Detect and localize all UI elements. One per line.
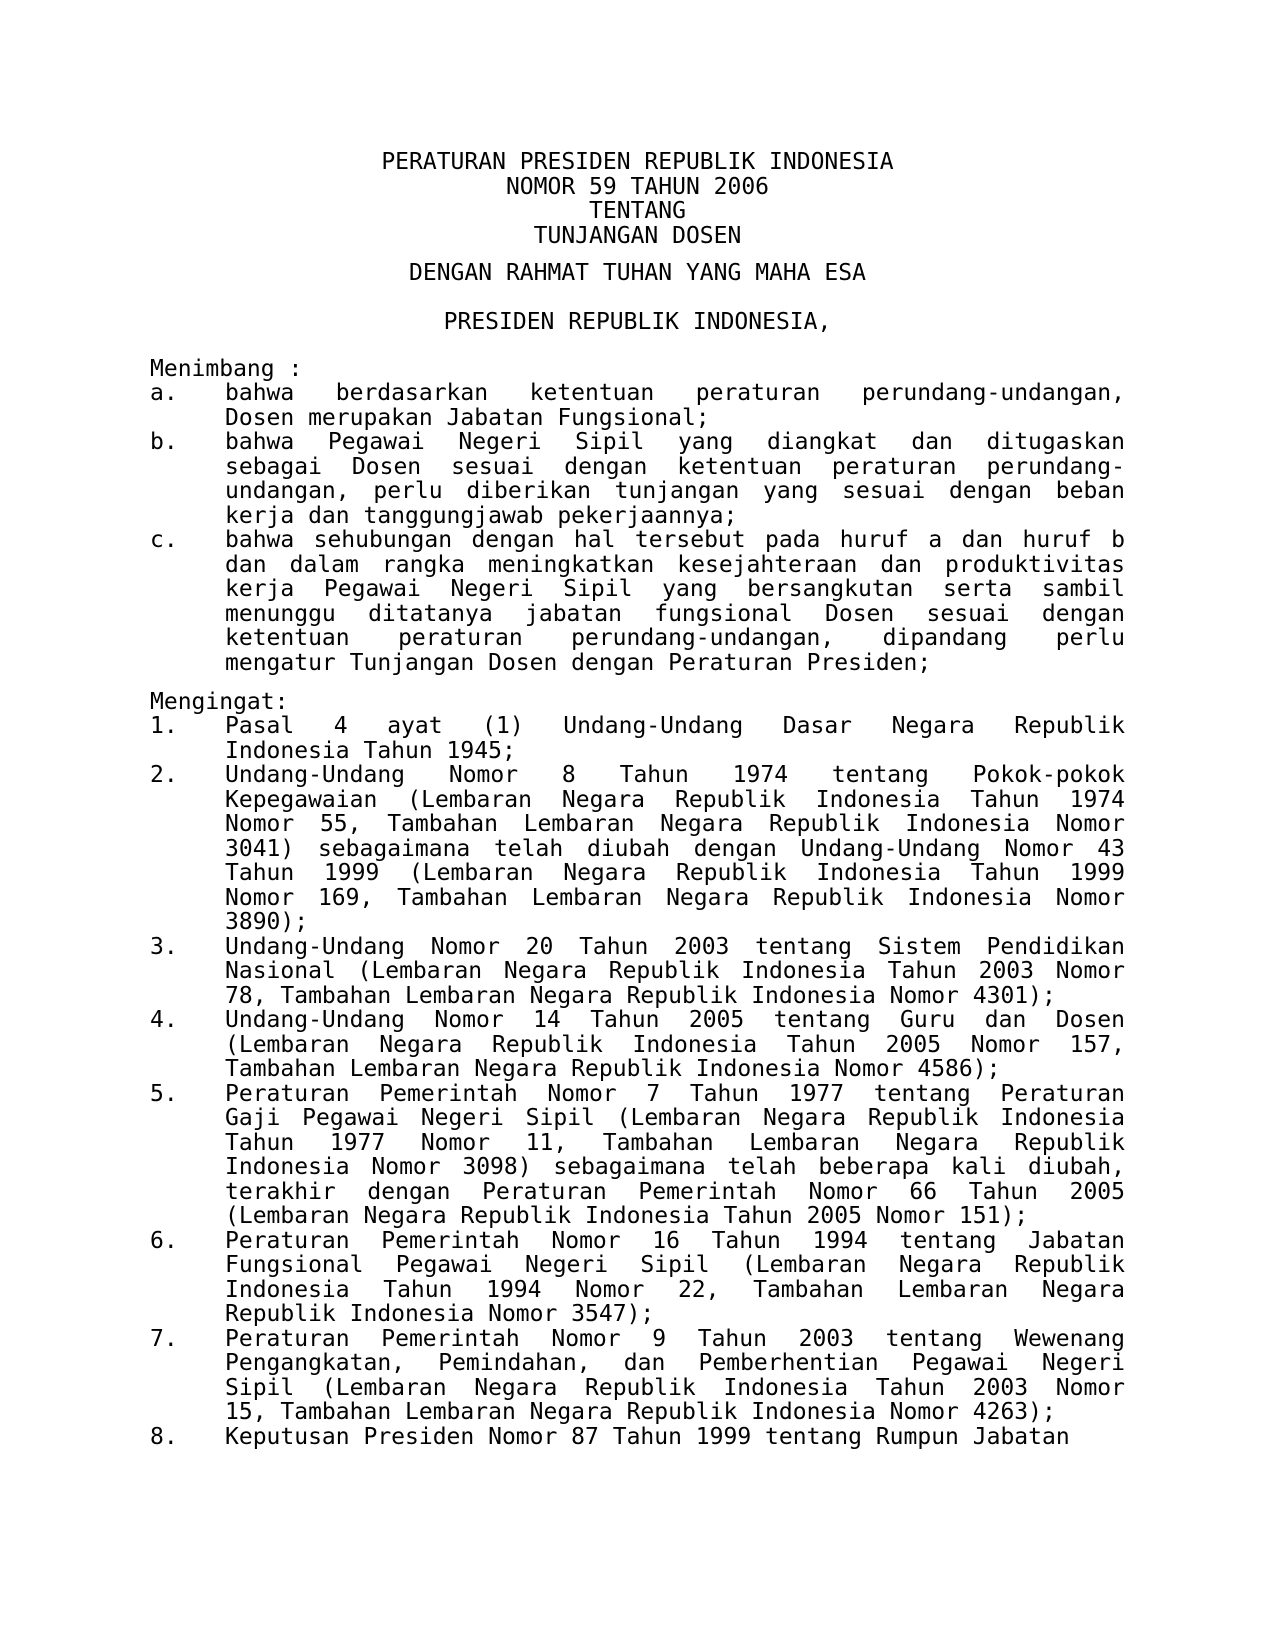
mengingat-item — [150, 1229, 1125, 1327]
menimbang-item — [150, 381, 1125, 430]
title-subject: TUNJANGAN DOSEN — [533, 222, 742, 249]
mengingat-item — [150, 714, 1125, 763]
text-line: bahwa Pegawai Negeri Sipil yang diangkat dan ditugaskan — [225, 430, 1125, 455]
text-line: 3890); — [225, 910, 309, 935]
mengingat-item — [150, 1327, 1125, 1425]
title-regulation: PERATURAN PRESIDEN REPUBLIK INDONESIA — [381, 149, 894, 175]
title-about: TENTANG — [589, 198, 686, 224]
menimbang-item-marker: a. — [150, 380, 178, 406]
text-line: Undang-Undang Nomor 20 Tahun 2003 tentang Sistem Pendidikan — [225, 934, 1125, 959]
text-line: (Lembaran Negara Republik Indonesia Tahun 2005 Nomor 151); — [225, 1204, 1029, 1229]
mengingat-list — [150, 714, 1125, 1449]
menimbang-item — [150, 430, 1125, 528]
mengingat-item-text — [225, 763, 1125, 935]
text-line: bahwa sehubungan dengan hal tersebut pada huruf a dan huruf b — [225, 528, 1125, 553]
mengingat-item-marker: 3. — [150, 933, 178, 960]
text-line: Tahun 1977 Nomor 11, Tambahan Lembaran Negara Republik — [225, 1130, 1125, 1155]
menimbang-item-marker: c. — [150, 527, 178, 553]
text-line: kerja Pegawai Negeri Sipil yang bersangkutan serta sambil — [225, 577, 1125, 602]
mengingat-item-text — [225, 714, 1125, 763]
text-line: Fungsional Pegawai Negeri Sipil (Lembaran Negara Republik — [225, 1253, 1125, 1278]
text-line: 15, Tambahan Lembaran Negara Republik Indonesia Nomor 4263); — [225, 1400, 1056, 1425]
text-line: 78, Tambahan Lembaran Negara Republik Indonesia Nomor 4301); — [225, 983, 1056, 1008]
text-line: ketentuan peraturan perundang-undangan, dipandang perlu — [225, 626, 1125, 651]
invocation: DENGAN RAHMAT TUHAN YANG MAHA ESA — [409, 260, 866, 286]
text-line: Gaji Pegawai Negeri Sipil (Lembaran Negara Republik Indonesia — [225, 1106, 1125, 1131]
text-line: mengatur Tunjangan Dosen dengan Peraturan Presiden; — [225, 650, 932, 675]
mengingat-item-marker: 5. — [150, 1080, 178, 1107]
title-number: NOMOR 59 TAHUN 2006 — [505, 173, 770, 200]
president-heading: PRESIDEN REPUBLIK INDONESIA, — [443, 309, 832, 335]
text-line: Kepegawaian (Lembaran Negara Republik Indonesia Tahun 1974 — [225, 787, 1125, 812]
text-line: Republik Indonesia Nomor 3547); — [225, 1302, 655, 1327]
text-line: Pengangkatan, Pemindahan, dan Pemberhentian Pegawai Negeri — [225, 1351, 1125, 1376]
mengingat-item-text — [225, 1229, 1125, 1327]
text-line: sebagai Dosen sesuai dengan ketentuan peraturan perundang- — [225, 454, 1125, 479]
mengingat-item-marker: 6. — [150, 1227, 178, 1254]
mengingat-item — [150, 1008, 1125, 1082]
text-line: Keputusan Presiden Nomor 87 Tahun 1999 tentang Rumpun Jabatan — [225, 1424, 1070, 1449]
text-line: Tahun 1999 (Lembaran Negara Republik Indonesia Tahun 1999 — [225, 861, 1125, 886]
menimbang-heading: Menimbang : — [150, 356, 303, 382]
text-line: Nasional (Lembaran Negara Republik Indonesia Tahun 2003 Nomor — [225, 959, 1125, 984]
text-line: menunggu ditatanya jabatan fungsional Dosen sesuai dengan — [225, 601, 1125, 626]
text-line: Dosen merupakan Jabatan Fungsional; — [225, 405, 710, 430]
mengingat-item — [150, 1425, 1125, 1450]
mengingat-item-marker: 4. — [150, 1007, 178, 1033]
mengingat-item — [150, 935, 1125, 1009]
document-title — [150, 150, 1125, 248]
text-line: 3041) sebagaimana telah diubah dengan Undang-Undang Nomor 43 — [225, 836, 1125, 861]
mengingat-item-text — [225, 1008, 1125, 1082]
menimbang-item-text — [225, 430, 1125, 528]
mengingat-item-marker: 8. — [150, 1423, 178, 1450]
text-line: bahwa berdasarkan ketentuan peraturan perundang-undangan, — [225, 381, 1125, 406]
text-line: kerja dan tanggungjawab pekerjaannya; — [225, 503, 738, 528]
text-line: Indonesia Nomor 3098) sebagaimana telah beberapa kali diubah, — [225, 1155, 1125, 1180]
text-line: Peraturan Pemerintah Nomor 16 Tahun 1994 tentang Jabatan — [225, 1228, 1125, 1253]
menimbang-list — [150, 381, 1125, 675]
text-line: dan dalam rangka meningkatkan kesejahteraan dan produktivitas — [225, 552, 1125, 577]
mengingat-item — [150, 763, 1125, 935]
mengingat-item-marker: 7. — [150, 1325, 178, 1352]
text-line: terakhir dengan Peraturan Pemerintah Nomor 66 Tahun 2005 — [225, 1179, 1125, 1204]
text-line: Indonesia Tahun 1994 Nomor 22, Tambahan Lembaran Negara — [225, 1277, 1125, 1302]
text-line: Undang-Undang Nomor 8 Tahun 1974 tentang Pokok-pokok — [225, 763, 1125, 788]
mengingat-item-marker: 1. — [150, 713, 178, 739]
text-line: Nomor 55, Tambahan Lembaran Negara Republik Indonesia Nomor — [225, 812, 1125, 837]
menimbang-item-text — [225, 528, 1125, 675]
text-line: Peraturan Pemerintah Nomor 9 Tahun 2003 tentang Wewenang — [225, 1326, 1125, 1351]
menimbang-item-text — [225, 381, 1125, 430]
mengingat-heading: Mengingat: — [150, 689, 289, 715]
mengingat-item-text — [225, 935, 1125, 1009]
text-line: Pasal 4 ayat (1) Undang-Undang Dasar Negara Republik — [225, 714, 1125, 739]
text-line: Undang-Undang Nomor 14 Tahun 2005 tentang Guru dan Dosen — [225, 1008, 1125, 1033]
mengingat-item-text — [225, 1425, 1125, 1450]
menimbang-item — [150, 528, 1125, 675]
text-line: Indonesia Tahun 1945; — [225, 738, 516, 763]
mengingat-item-text — [225, 1082, 1125, 1229]
mengingat-item-marker: 2. — [150, 762, 178, 788]
mengingat-item-text — [225, 1327, 1125, 1425]
text-line: Peraturan Pemerintah Nomor 7 Tahun 1977 tentang Peraturan — [225, 1081, 1125, 1106]
text-line: Nomor 169, Tambahan Lembaran Negara Republik Indonesia Nomor — [225, 885, 1125, 910]
text-line: (Lembaran Negara Republik Indonesia Tahun 2005 Nomor 157, — [225, 1032, 1125, 1057]
menimbang-item-marker: b. — [150, 429, 178, 455]
text-line: undangan, perlu diberikan tunjangan yang sesuai dengan beban — [225, 479, 1125, 504]
mengingat-item — [150, 1082, 1125, 1229]
text-line: Tambahan Lembaran Negara Republik Indonesia Nomor 4586); — [225, 1057, 1001, 1082]
text-line: Sipil (Lembaran Negara Republik Indonesia Tahun 2003 Nomor — [225, 1375, 1125, 1400]
